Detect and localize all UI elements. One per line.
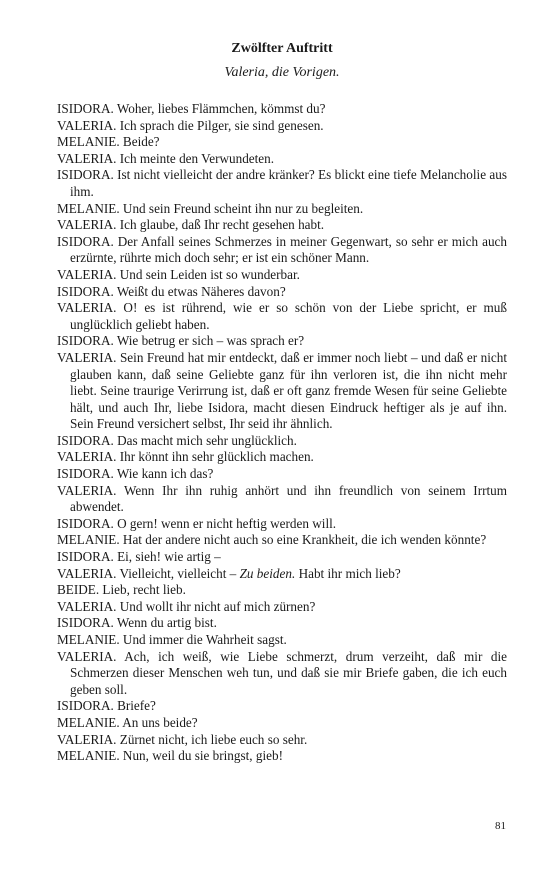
- dialogue-lines: [57, 101, 507, 765]
- dialogue-line: [57, 566, 507, 583]
- line-text: VALERIA. Ach, ich weiß, wie Liebe schmerzt, drum verzeiht, daß mir die Schmerzen dieser Menschen weh tun, und daß sie mir Briefe gaben, die ich euch geben soll.: [57, 648, 507, 697]
- stage-direction: Zu beiden.: [239, 565, 296, 581]
- line-text: MELANIE. Nun, weil du sie bringst, gieb!: [57, 748, 283, 764]
- line-text: VALERIA. O! es ist rührend, wie er so schön von der Liebe spricht, er muß unglücklich geliebt haben.: [57, 300, 507, 332]
- dialogue-line: [57, 151, 507, 168]
- dialogue-line: [57, 433, 507, 450]
- line-text: ISIDORA. Ist nicht vielleicht der andre kränker? Es blickt eine tiefe Melancholie aus ihm.: [57, 167, 507, 199]
- line-text: VALERIA. Ich glaube, daß Ihr recht gesehen habt.: [57, 217, 325, 233]
- line-text: MELANIE. Hat der andere nicht auch so eine Krankheit, die ich wenden könnte?: [57, 532, 487, 548]
- dialogue-line: [57, 532, 507, 549]
- line-text: VALERIA. Vielleicht, vielleicht –: [57, 565, 240, 581]
- dialogue-line: [57, 748, 507, 765]
- dialogue-line: [57, 217, 507, 234]
- line-text: VALERIA. Und wollt ihr nicht auf mich zürnen?: [57, 598, 316, 614]
- line-text: ISIDORA. Wie betrug er sich – was sprach er?: [57, 333, 305, 349]
- dialogue-line: [57, 549, 507, 566]
- line-text-continued: Habt ihr mich lieb?: [295, 565, 401, 581]
- dialogue-line: [57, 582, 507, 599]
- line-text: VALERIA. Ihr könnt ihn sehr glücklich machen.: [57, 449, 314, 465]
- line-text: ISIDORA. Wie kann ich das?: [57, 466, 214, 482]
- dialogue-line: [57, 632, 507, 649]
- line-text: ISIDORA. Der Anfall seines Schmerzes in meiner Gegenwart, so sehr er mich auch erzürnte, rührte mich doch sehr; er ist ein schöner Mann.: [57, 233, 507, 266]
- dialogue-line: [57, 167, 507, 200]
- dialogue-line: [57, 715, 507, 732]
- dialogue-line: [57, 300, 507, 333]
- page-number: 81: [495, 820, 506, 832]
- dialogue-line: [57, 284, 507, 301]
- dialogue-line: [57, 615, 507, 632]
- dialogue-line: [57, 333, 507, 350]
- dialogue-line: [57, 134, 507, 151]
- line-text: ISIDORA. Das macht mich sehr unglücklich.: [57, 432, 297, 448]
- line-text: VALERIA. Sein Freund hat mir entdeckt, daß er immer noch liebt – und daß er nicht glauben kann, daß seine Geliebte ganz für ihn verloren ist, die ihn nicht mehr liebt. Seine traurige Verirrung ist, daß er oft ganz fremde Wesen für seine Geliebte hält, und auch Ihr, liebe Isidora, macht diesen Eindruck heftiger als je auf ihn. Sein Freund versichert selbst, Ihr seid ihr ähnlich.: [57, 349, 507, 432]
- line-text: ISIDORA. Weißt du etwas Näheres davon?: [57, 283, 286, 299]
- line-text: VALERIA. Und sein Leiden ist so wunderbar.: [57, 266, 300, 282]
- dialogue-line: [57, 599, 507, 616]
- dialogue-line: [57, 201, 507, 218]
- dialogue-line: [57, 350, 507, 433]
- line-text: ISIDORA. Ei, sieh! wie artig –: [57, 549, 221, 565]
- line-text: BEIDE. Lieb, recht lieb.: [57, 582, 186, 598]
- line-text: MELANIE. Und sein Freund scheint ihn nur zu begleiten.: [57, 200, 364, 216]
- scene-characters: Valeria, die Vorigen.: [224, 65, 340, 80]
- line-text: ISIDORA. Woher, liebes Flämmchen, kömmst du?: [57, 101, 326, 116]
- dialogue-line: [57, 649, 507, 699]
- line-text: MELANIE. Beide?: [57, 134, 160, 150]
- line-text: MELANIE. Und immer die Wahrheit sagst.: [57, 632, 287, 647]
- dialogue-line: [57, 267, 507, 284]
- line-text: VALERIA. Ich sprach die Pilger, sie sind genesen.: [57, 117, 324, 133]
- book-page: [57, 40, 507, 765]
- line-text: VALERIA. Wenn Ihr ihn ruhig anhört und ihn freundlich von seinem Irrtum abwendet.: [57, 482, 507, 515]
- line-text: VALERIA. Zürnet nicht, ich liebe euch so sehr.: [57, 731, 308, 747]
- dialogue-line: [57, 516, 507, 533]
- dialogue-line: [57, 449, 507, 466]
- line-text: ISIDORA. Wenn du artig bist.: [57, 615, 217, 631]
- line-text: ISIDORA. Briefe?: [57, 698, 156, 714]
- dialogue-line: [57, 234, 507, 267]
- dialogue-line: [57, 698, 507, 715]
- dialogue-line: [57, 483, 507, 516]
- dialogue-line: [57, 101, 507, 118]
- line-text: ISIDORA. O gern! wenn er nicht heftig werden will.: [57, 515, 337, 531]
- line-text: MELANIE. An uns beide?: [57, 714, 198, 730]
- dialogue-line: [57, 466, 507, 483]
- dialogue-line: [57, 732, 507, 749]
- scene-title: Zwölfter Auftritt: [231, 41, 333, 56]
- line-text: VALERIA. Ich meinte den Verwundeten.: [57, 150, 275, 166]
- dialogue-line: [57, 118, 507, 135]
